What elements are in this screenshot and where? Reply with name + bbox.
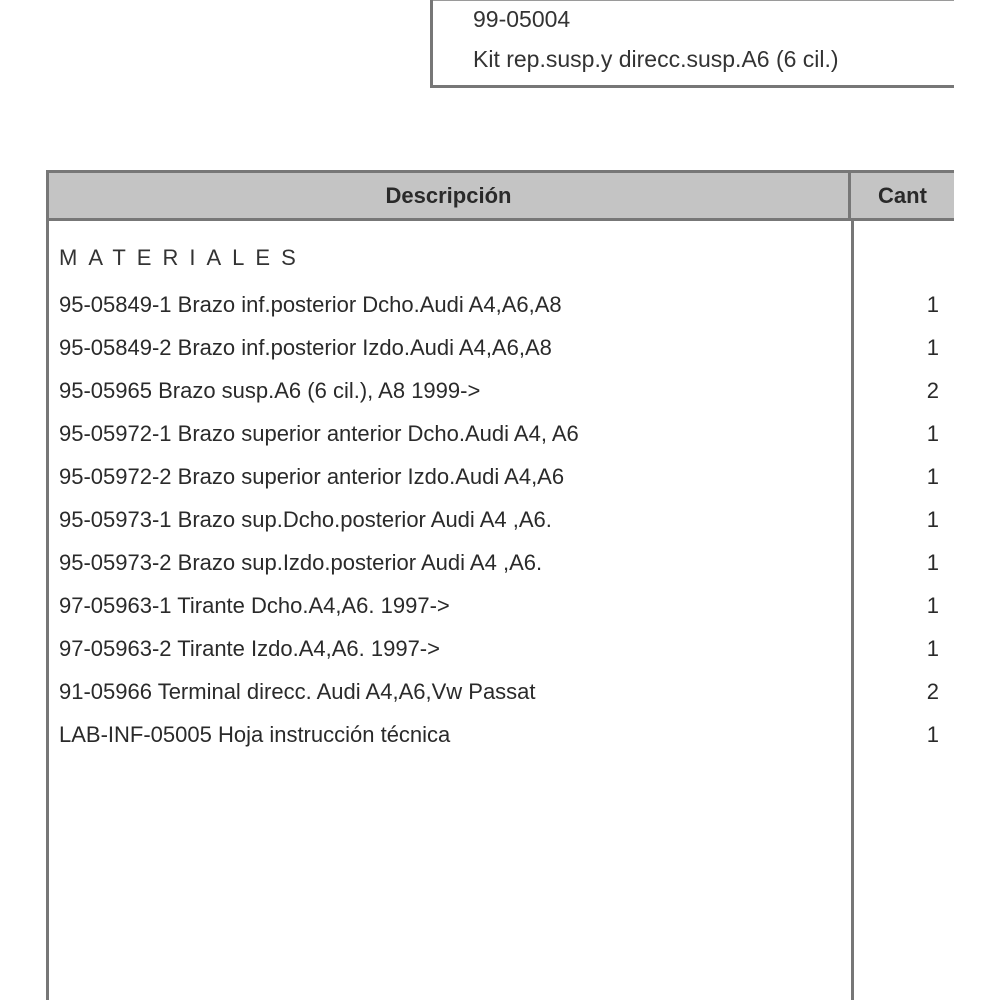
row-quantity: 1: [926, 636, 939, 661]
table-row: [59, 670, 949, 713]
product-code: 99-05004: [473, 6, 571, 32]
row-description: LAB-INF-05005 Hoja instrucción técnica: [59, 722, 451, 747]
table-row: [59, 283, 949, 326]
section-label-materiales: MATERIALES: [59, 245, 307, 270]
product-box-top-border: [433, 0, 954, 1]
row-quantity: 1: [926, 507, 939, 532]
row-description: 95-05965 Brazo susp.A6 (6 cil.), A8 1999->: [59, 378, 481, 403]
header-description: Descripción: [49, 173, 851, 218]
row-description: 97-05963-1 Tirante Dcho.A4,A6. 1997->: [59, 593, 450, 618]
row-quantity: 1: [926, 421, 939, 446]
row-quantity: 2: [926, 378, 939, 403]
row-description: 95-05849-1 Brazo inf.posterior Dcho.Audi A4,A6,A8: [59, 292, 562, 317]
materials-list: [59, 283, 949, 756]
row-quantity: 1: [926, 593, 939, 618]
row-description: 91-05966 Terminal direcc. Audi A4,A6,Vw Passat: [59, 679, 536, 704]
table-row: [59, 627, 949, 670]
table-row: [59, 498, 949, 541]
product-summary-box: [430, 0, 954, 88]
row-quantity: 1: [926, 550, 939, 575]
materials-table: [46, 170, 954, 1000]
row-description: 95-05849-2 Brazo inf.posterior Izdo.Audi A4,A6,A8: [59, 335, 552, 360]
table-row: [59, 713, 949, 756]
table-row: [59, 412, 949, 455]
row-quantity: 2: [926, 679, 939, 704]
row-description: 95-05972-2 Brazo superior anterior Izdo.Audi A4,A6: [59, 464, 565, 489]
row-description: 95-05973-2 Brazo sup.Izdo.posterior Audi A4 ,A6.: [59, 550, 543, 575]
row-quantity: 1: [926, 292, 939, 317]
row-description: 97-05963-2 Tirante Izdo.A4,A6. 1997->: [59, 636, 440, 661]
table-row: [59, 455, 949, 498]
header-quantity: Cant: [878, 183, 927, 208]
row-description: 95-05972-1 Brazo superior anterior Dcho.Audi A4, A6: [59, 421, 579, 446]
row-description: 95-05973-1 Brazo sup.Dcho.posterior Audi A4 ,A6.: [59, 507, 552, 532]
table-row: [59, 584, 949, 627]
row-quantity: 1: [926, 335, 939, 360]
product-name: Kit rep.susp.y direcc.susp.A6 (6 cil.): [473, 46, 839, 72]
table-header: [49, 173, 954, 221]
table-row: [59, 541, 949, 584]
row-quantity: 1: [926, 464, 939, 489]
table-row: [59, 326, 949, 369]
table-row: [59, 369, 949, 412]
row-quantity: 1: [926, 722, 939, 747]
